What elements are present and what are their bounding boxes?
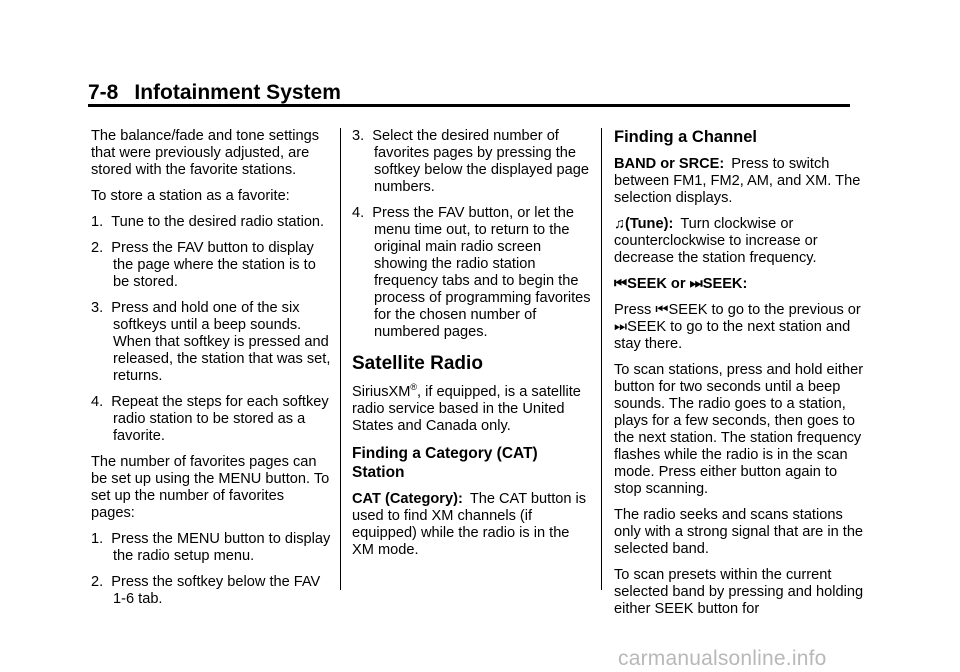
paragraph <box>614 156 864 207</box>
seek-next-icon: ⏭ <box>689 276 703 292</box>
band-label: BAND or SRCE: <box>614 156 725 172</box>
paragraph <box>352 384 592 435</box>
seek-next-icon: ⏭ <box>614 319 628 335</box>
paragraph: The balance/fade and tone settings that were previously adjusted, are stored with the favorite stations. <box>91 128 319 178</box>
paragraph <box>352 491 592 559</box>
paragraph-text: Press to switch between FM1, FM2, AM, and XM. The selection displays. <box>614 156 861 206</box>
list-item: 4. Press the FAV button, or let the menu time out, to return to the original main radio screen showing the radio station frequency tabs and to begin the process of programming favorites for the chosen number of numbered pages. <box>352 205 591 340</box>
seek-previous-icon: ⏮ <box>655 302 669 318</box>
column-divider-2 <box>601 128 602 590</box>
paragraph-text: SEEK to go to the next station and stay there. <box>614 319 851 352</box>
column-3 <box>614 128 864 627</box>
tune-label: (Tune): <box>624 216 674 232</box>
paragraph-text: The CAT button is used to find XM channels (if equipped) while the radio is in the XM mode. <box>352 491 587 558</box>
registered-mark: ® <box>410 382 418 393</box>
paragraph: To scan presets within the current selected band by pressing and holding either SEEK button for <box>614 567 864 617</box>
finding-channel-heading: Finding a Channel <box>614 128 757 146</box>
satellite-radio-heading: Satellite Radio <box>352 353 483 374</box>
seek-label: SEEK or <box>627 276 686 292</box>
column-2 <box>352 128 592 568</box>
seek-heading <box>614 276 864 293</box>
paragraph: The number of favorites pages can be set up using the MENU button. To set up the number of favorites pages: <box>91 454 330 521</box>
paragraph-text: SEEK to go to the previous or <box>668 302 861 318</box>
seek-label: SEEK: <box>702 276 748 292</box>
list-item: 3. Select the desired number of favorites pages by pressing the softkey below the displayed page numbers. <box>352 128 589 195</box>
list-item: 3. Press and hold one of the six softkeys until a beep sounds. When that softkey is pressed and released, the station that was set, returns. <box>91 300 331 384</box>
column-divider-1 <box>340 128 341 590</box>
paragraph <box>614 216 864 267</box>
list-item: 1. Press the MENU button to display the radio setup menu. <box>91 531 331 564</box>
siriusxm-name: SiriusXM <box>352 384 411 400</box>
finding-category-heading <box>352 444 592 482</box>
list-item: 2. Press the softkey below the FAV 1-6 tab. <box>91 574 321 607</box>
heading-line-2: Station <box>352 464 405 481</box>
page-header <box>88 80 850 106</box>
paragraph: The radio seeks and scans stations only with a strong signal that are in the selected band. <box>614 507 864 557</box>
list-item: 1. Tune to the desired radio station. <box>91 214 325 230</box>
header-rule <box>88 104 850 107</box>
tune-icon: ♫ <box>614 216 625 232</box>
heading-line-1: Finding a Category (CAT) <box>352 445 538 462</box>
section-title: Infotainment System <box>134 81 341 104</box>
paragraph-text: , if equipped, is a satellite radio service based in the United States and Canada only. <box>352 384 581 434</box>
list-item: 2. Press the FAV button to display the page where the station is to be stored. <box>91 240 316 290</box>
cat-label: CAT (Category): <box>352 491 463 507</box>
paragraph: To store a station as a favorite: <box>91 188 290 204</box>
seek-previous-icon: ⏮ <box>614 276 628 292</box>
paragraph <box>614 302 864 353</box>
paragraph-text: Turn clockwise or counterclockwise to increase or decrease the station frequency. <box>614 216 818 266</box>
paragraph-text: Press <box>614 302 652 318</box>
paragraph: To scan stations, press and hold either button for two seconds until a beep sounds. The radio goes to a station, plays for a few seconds, then goes to the next station. The station frequency flashes while the radio is in the scan mode. Press either button again to stop scanning. <box>614 362 864 497</box>
page-number: 7-8 <box>88 81 119 104</box>
column-1 <box>91 128 331 617</box>
watermark: carmanualsonline.info <box>618 647 827 670</box>
list-item: 4. Repeat the steps for each softkey radio station to be stored as a favorite. <box>91 394 329 444</box>
